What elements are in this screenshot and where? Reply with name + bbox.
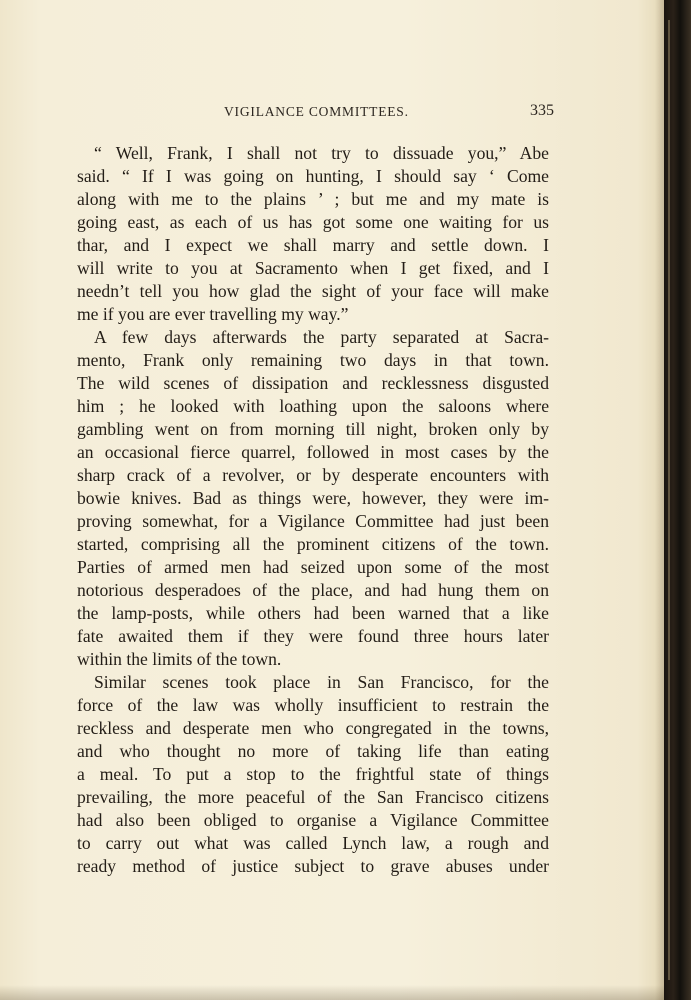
text-line: The wild scenes of dissipation and recklessness disgusted — [77, 373, 549, 393]
text-line: me if you are ever travelling my way.” — [77, 304, 349, 324]
text-line: within the limits of the town. — [77, 649, 282, 669]
text-line: force of the law was wholly insufficient to restrain the — [77, 695, 549, 715]
page-number: 335 — [530, 102, 554, 119]
paragraph-2 — [77, 326, 549, 671]
text-line: along with me to the plains ’ ; but me and my mate is — [77, 189, 549, 209]
text-line: had also been obliged to organise a Vigilance Committee — [77, 810, 549, 830]
text-line: reckless and desperate men who congregated in the towns, — [77, 718, 549, 738]
text-line: mento, Frank only remaining two days in that town. — [77, 350, 549, 370]
text-line: “ Well, Frank, I shall not try to dissuade you,” Abe — [94, 143, 549, 163]
text-line: a meal. To put a stop to the frightful state of things — [77, 764, 549, 784]
page-edge-shadow — [655, 0, 664, 1000]
body-text — [77, 142, 549, 878]
text-line: to carry out what was called Lynch law, a rough and — [77, 833, 549, 853]
text-line: fate awaited them if they were found three hours later — [77, 626, 549, 646]
text-line: the lamp-posts, while others had been warned that a like — [77, 603, 549, 623]
page-bottom-shadow — [0, 985, 664, 1000]
text-line: ready method of justice subject to grave abuses under — [77, 856, 549, 876]
text-line: proving somewhat, for a Vigilance Committee had just been — [77, 511, 549, 531]
text-line: thar, and I expect we shall marry and settle down. I — [77, 235, 549, 255]
gutter-page-edge — [668, 20, 670, 980]
text-line: bowie knives. Bad as things were, however, they were im- — [77, 488, 549, 508]
page-header — [224, 104, 554, 126]
text-line: prevailing, the more peaceful of the San Francisco citizens — [77, 787, 549, 807]
text-line: sharp crack of a revolver, or by desperate encounters with — [77, 465, 549, 485]
text-line: notorious desperadoes of the place, and had hung them on — [77, 580, 549, 600]
text-line: Similar scenes took place in San Francisco, for the — [94, 672, 549, 692]
text-line: needn’t tell you how glad the sight of your face will make — [77, 281, 549, 301]
text-line: going east, as each of us has got some one waiting for us — [77, 212, 549, 232]
text-line: Parties of armed men had seized upon some of the most — [77, 557, 549, 577]
text-line: and who thought no more of taking life than eating — [77, 741, 549, 761]
text-line: an occasional fierce quarrel, followed in most cases by the — [77, 442, 549, 462]
text-line: him ; he looked with loathing upon the saloons where — [77, 396, 549, 416]
text-line: started, comprising all the prominent citizens of the town. — [77, 534, 549, 554]
text-line: gambling went on from morning till night, broken only by — [77, 419, 549, 439]
paragraph-3 — [77, 671, 549, 878]
text-line: A few days afterwards the party separated at Sacra- — [94, 327, 549, 347]
paragraph-1 — [77, 142, 549, 326]
running-head: VIGILANCE COMMITTEES. — [224, 104, 409, 119]
text-line: will write to you at Sacramento when I get fixed, and I — [77, 258, 549, 278]
text-line: said. “ If I was going on hunting, I should say ‘ Come — [77, 166, 549, 186]
